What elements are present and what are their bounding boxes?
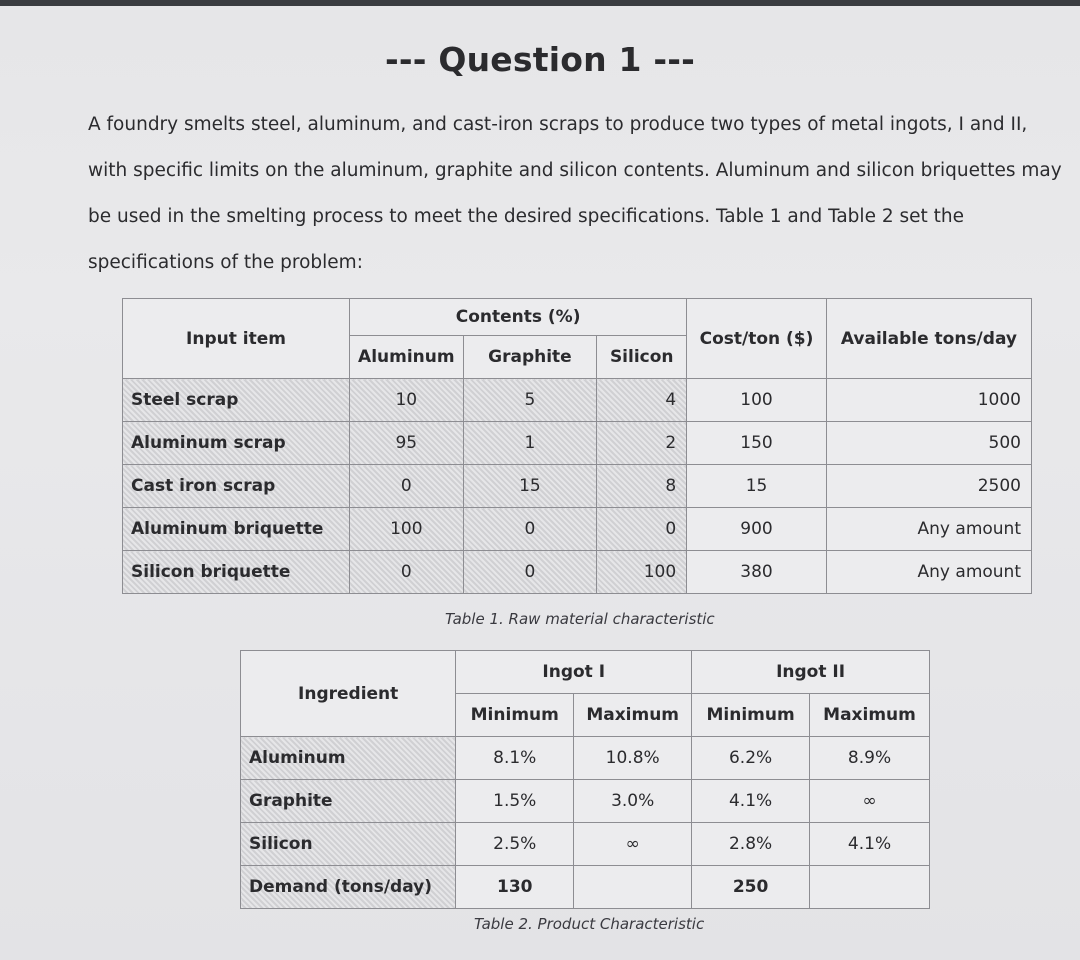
header-ingot1-min: Minimum	[456, 694, 574, 737]
row-item: Aluminum briquette	[123, 508, 350, 551]
cell-silicon: 0	[597, 508, 687, 551]
row-ingredient: Silicon	[241, 823, 456, 866]
row-item: Silicon briquette	[123, 551, 350, 594]
cell-ingot2-min: 2.8%	[692, 823, 810, 866]
table-row	[123, 422, 1032, 465]
cell-silicon: 2	[597, 422, 687, 465]
header-cost: Cost/ton ($)	[687, 299, 827, 379]
table1-caption: Table 1. Raw material characteristic	[445, 610, 715, 628]
row-ingredient: Graphite	[241, 780, 456, 823]
cell-graphite: 0	[463, 551, 597, 594]
cell-aluminum: 0	[350, 551, 464, 594]
table-row	[241, 866, 930, 909]
page-title: --- Question 1 ---	[384, 40, 696, 79]
cell-ingot1-min: 2.5%	[456, 823, 574, 866]
cell-ingot2-max: ∞	[810, 780, 930, 823]
header-input-item: Input item	[123, 299, 350, 379]
table-row	[123, 465, 1032, 508]
cell-ingot1-max: 3.0%	[574, 780, 692, 823]
table-row	[123, 551, 1032, 594]
cell-available: 1000	[826, 379, 1031, 422]
table-row	[241, 823, 930, 866]
cell-ingot2-min: 250	[692, 866, 810, 909]
header-available: Available tons/day	[826, 299, 1031, 379]
raw-material-table	[122, 298, 1032, 594]
cell-available: Any amount	[826, 551, 1031, 594]
cell-silicon: 4	[597, 379, 687, 422]
row-item: Cast iron scrap	[123, 465, 350, 508]
cell-silicon: 100	[597, 551, 687, 594]
header-graphite: Graphite	[463, 336, 597, 379]
cell-ingot1-min: 8.1%	[456, 737, 574, 780]
header-ingot1-max: Maximum	[574, 694, 692, 737]
header-ingredient: Ingredient	[241, 651, 456, 737]
cell-graphite: 1	[463, 422, 597, 465]
cell-ingot2-max: 4.1%	[810, 823, 930, 866]
header-silicon: Silicon	[597, 336, 687, 379]
cell-aluminum: 10	[350, 379, 464, 422]
table-row	[123, 508, 1032, 551]
cell-ingot2-max: 8.9%	[810, 737, 930, 780]
cell-ingot1-max: 10.8%	[574, 737, 692, 780]
cell-cost: 100	[687, 379, 827, 422]
cell-ingot2-min: 4.1%	[692, 780, 810, 823]
cell-graphite: 5	[463, 379, 597, 422]
cell-aluminum: 100	[350, 508, 464, 551]
cell-available: 2500	[826, 465, 1031, 508]
problem-statement: A foundry smelts steel, aluminum, and cast-iron scraps to produce two types of metal ingots, I and II, with specific limits on the aluminum, graphite and silicon contents. Aluminum and silicon briquettes may be used in the smelting process to meet the desired specifications. Table 1 and Table 2 set the specifications of the problem:	[88, 114, 1062, 273]
row-item: Steel scrap	[123, 379, 350, 422]
header-ingot2-max: Maximum	[810, 694, 930, 737]
cell-ingot2-max	[810, 866, 930, 909]
header-contents: Contents (%)	[350, 299, 687, 336]
cell-silicon: 8	[597, 465, 687, 508]
cell-graphite: 15	[463, 465, 597, 508]
row-ingredient: Aluminum	[241, 737, 456, 780]
cell-available: 500	[826, 422, 1031, 465]
cell-ingot1-min: 130	[456, 866, 574, 909]
cell-ingot1-max	[574, 866, 692, 909]
header-ingot-1: Ingot I	[456, 651, 692, 694]
table-row	[241, 737, 930, 780]
row-ingredient: Demand (tons/day)	[241, 866, 456, 909]
cell-ingot1-max: ∞	[574, 823, 692, 866]
cell-graphite: 0	[463, 508, 597, 551]
table-row	[241, 780, 930, 823]
cell-available: Any amount	[826, 508, 1031, 551]
cell-aluminum: 95	[350, 422, 464, 465]
cell-ingot2-min: 6.2%	[692, 737, 810, 780]
cell-cost: 15	[687, 465, 827, 508]
table-row	[123, 379, 1032, 422]
header-ingot-2: Ingot II	[692, 651, 930, 694]
cell-cost: 380	[687, 551, 827, 594]
table2-caption: Table 2. Product Characteristic	[474, 915, 705, 933]
product-table	[240, 650, 930, 909]
header-ingot2-min: Minimum	[692, 694, 810, 737]
cell-ingot1-min: 1.5%	[456, 780, 574, 823]
header-aluminum: Aluminum	[350, 336, 464, 379]
cell-cost: 900	[687, 508, 827, 551]
cell-aluminum: 0	[350, 465, 464, 508]
row-item: Aluminum scrap	[123, 422, 350, 465]
cell-cost: 150	[687, 422, 827, 465]
